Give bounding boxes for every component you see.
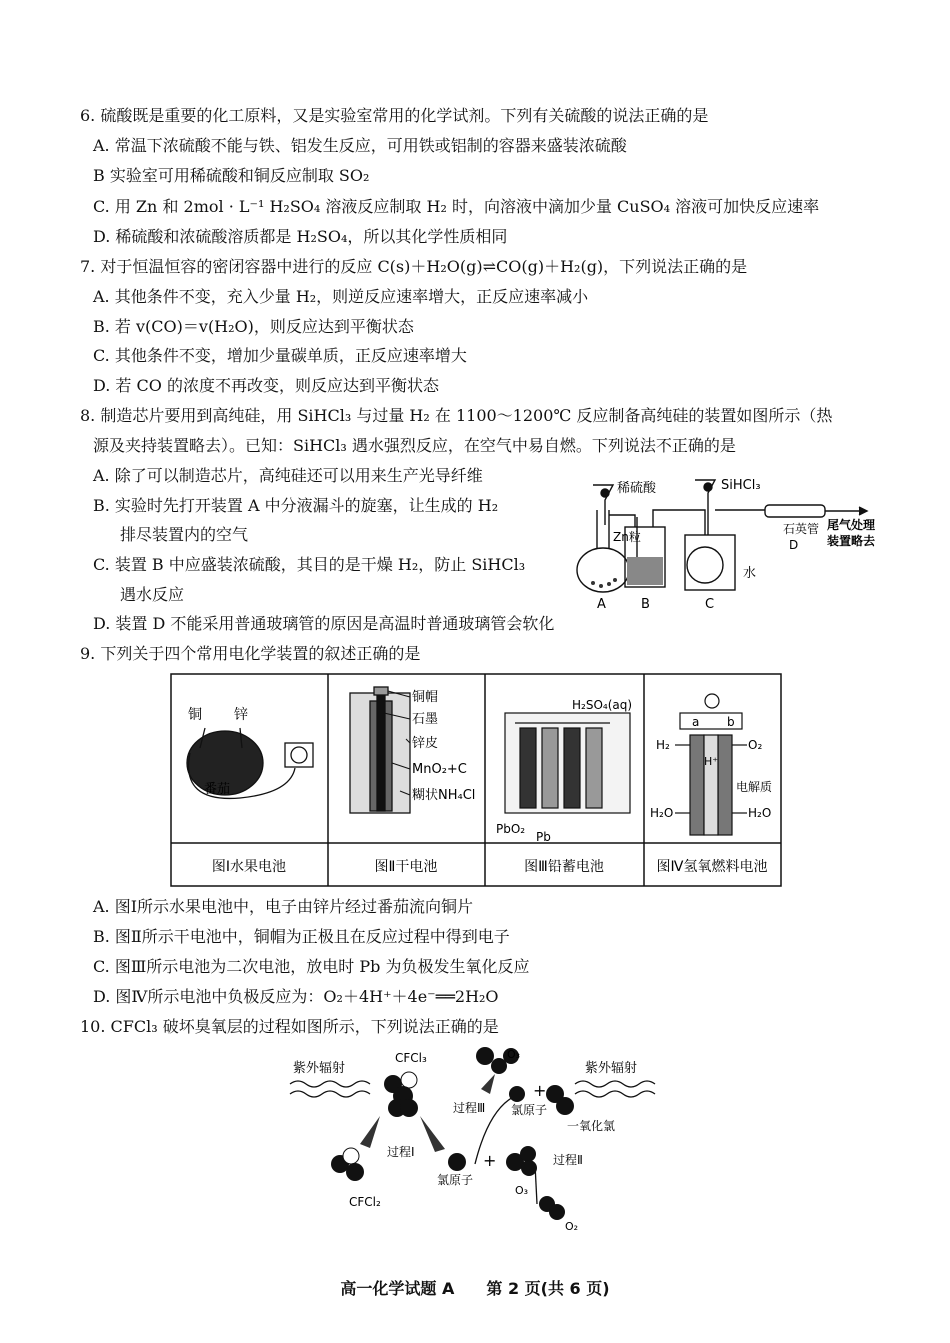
q8-option-b-line2: 排尽装置内的空气 bbox=[120, 525, 249, 544]
fig2-caption: 图Ⅱ干电池 bbox=[374, 859, 438, 875]
label-o3-mid: O₃ bbox=[515, 1184, 529, 1197]
label-process-3: 过程Ⅲ bbox=[453, 1101, 486, 1115]
fig2-label-cap: 铜帽 bbox=[412, 690, 439, 705]
fig4-label-hplus: H⁺ bbox=[704, 755, 719, 768]
label-o2: O₂ bbox=[565, 1220, 579, 1233]
fig2-label-graphite: 石墨 bbox=[412, 712, 439, 727]
fig3-label-pbo2: PbO₂ bbox=[496, 822, 526, 836]
fig1-label-tomato: 番茄 bbox=[204, 782, 231, 797]
q7-option-b: B. 若 v(CO)＝v(H₂O)，则反应达到平衡状态 bbox=[93, 317, 414, 336]
fig4-label-h2o-left: H₂O bbox=[650, 806, 674, 820]
q9-option-c: C. 图Ⅲ所示电池为二次电池，放电时 Pb 为负极发生氧化反应 bbox=[93, 957, 530, 976]
battery-figure-table bbox=[170, 673, 782, 887]
fig4-label-b: b bbox=[727, 715, 735, 729]
label-dilute-acid: 稀硫酸 bbox=[617, 481, 657, 496]
label-d: D bbox=[789, 538, 799, 552]
fig1-caption: 图Ⅰ水果电池 bbox=[211, 859, 287, 875]
q7-option-a: A. 其他条件不变，充入少量 H₂，则逆反应速率增大，正反应速率减小 bbox=[93, 287, 589, 306]
fig4-label-electrolyte: 电解质 bbox=[736, 780, 773, 794]
q9-option-d: D. 图Ⅳ所示电池中负极反应为：O₂＋4H⁺＋4e⁻══2H₂O bbox=[93, 987, 499, 1006]
label-process-2: 过程Ⅱ bbox=[553, 1153, 583, 1167]
q8-stem-line2: 源及夹持装置略去）。已知：SiHCl₃ 遇水强烈反应，在空气中易自燃。下列说法不正确的是 bbox=[93, 436, 736, 455]
label-plus-2: + bbox=[533, 1081, 547, 1100]
label-cl-atom: 氯原子 bbox=[437, 1173, 474, 1187]
fig2-label-mno2: MnO₂+C bbox=[412, 762, 467, 777]
fig3-caption: 图Ⅲ铅蓄电池 bbox=[524, 859, 604, 875]
q7-option-d: D. 若 CO 的浓度不再改变，则反应达到平衡状态 bbox=[93, 376, 439, 395]
label-sihcl3: SiHCl₃ bbox=[721, 478, 761, 493]
label-cfcl3: CFCl₃ bbox=[395, 1051, 427, 1065]
lead-acid-battery bbox=[505, 713, 630, 813]
silicon-apparatus-diagram bbox=[565, 465, 885, 613]
label-cfcl2: CFCl₂ bbox=[349, 1195, 381, 1209]
quartz-tube-d bbox=[765, 505, 825, 517]
q8-option-b-line1: B. 实验时先打开装置 A 中分液漏斗的旋塞，让生成的 H₂ bbox=[93, 496, 499, 515]
label-a: A bbox=[597, 597, 606, 612]
q8-option-a: A. 除了可以制造芯片，高纯硅还可以用来生产光导纤维 bbox=[93, 466, 483, 485]
dry-cell bbox=[350, 687, 410, 813]
q8-option-c-line2: 遇水反应 bbox=[120, 585, 185, 604]
q8-option-d: D. 装置 D 不能采用普通玻璃管的原因是高温时普通玻璃管会软化 bbox=[93, 614, 555, 633]
q7-option-c: C. 其他条件不变，增加少量碳单质，正反应速率增大 bbox=[93, 346, 467, 365]
label-o3-top: O₃ bbox=[507, 1048, 521, 1061]
q8-stem-line1: 8. 制造芯片要用到高纯硅，用 SiHCl₃ 与过量 H₂ 在 1100～1200℃ 反应制备高纯硅的装置如图所示（热 bbox=[80, 406, 833, 425]
label-zn: Zn粒 bbox=[613, 530, 641, 544]
label-cl-atom-2: 氯原子 bbox=[511, 1103, 548, 1117]
q6-option-d: D. 稀硫酸和浓硫酸溶质都是 H₂SO₄，所以其化学性质相同 bbox=[93, 227, 508, 246]
q6-option-b: B 实验室可用稀硫酸和铜反应制取 SO₂ bbox=[93, 166, 370, 185]
label-process-1: 过程Ⅰ bbox=[387, 1145, 415, 1159]
q6-option-a: A. 常温下浓硫酸不能与铁、铝发生反应，可用铁或铝制的容器来盛装浓硫酸 bbox=[93, 136, 627, 155]
fig2-label-nh4cl: 糊状NH₄Cl bbox=[412, 788, 476, 803]
label-b: B bbox=[641, 597, 650, 612]
flask-a bbox=[577, 548, 629, 592]
q6-stem: 6. 硫酸既是重要的化工原料，又是实验室常用的化学试剂。下列有关硫酸的说法正确的是 bbox=[80, 106, 709, 125]
q9-stem: 9. 下列关于四个常用电化学装置的叙述正确的是 bbox=[80, 644, 421, 663]
q9-option-a: A. 图Ⅰ所示水果电池中，电子由锌片经过番茄流向铜片 bbox=[93, 897, 474, 916]
fig4-caption: 图Ⅳ氢氧燃料电池 bbox=[656, 859, 768, 875]
label-clo: 一氧化氯 bbox=[567, 1119, 616, 1133]
fig1-label-zn: 锌 bbox=[234, 707, 248, 723]
fig4-label-a: a bbox=[692, 715, 700, 729]
q7-stem: 7. 对于恒温恒容的密闭容器中进行的反应 C(s)＋H₂O(g)⇌CO(g)＋H₂(g)，下列说法正确的是 bbox=[80, 257, 748, 276]
fig1-label-cu: 铜 bbox=[188, 707, 202, 723]
label-water: 水 bbox=[743, 566, 757, 581]
label-uv-left: 紫外辐射 bbox=[293, 1061, 346, 1076]
label-quartz: 石英管 bbox=[783, 522, 820, 536]
label-plus-1: + bbox=[483, 1151, 497, 1170]
ozone-depletion-diagram bbox=[285, 1044, 665, 1234]
fig2-label-znskin: 锌皮 bbox=[412, 736, 439, 751]
q9-option-b: B. 图Ⅱ所示干电池中，铜帽为正极且在反应过程中得到电子 bbox=[93, 927, 510, 946]
q10-stem: 10. CFCl₃ 破坏臭氧层的过程如图所示，下列说法正确的是 bbox=[80, 1017, 499, 1036]
fig4-label-h2o-right: H₂O bbox=[748, 806, 772, 820]
fig4-label-o2: O₂ bbox=[748, 738, 763, 752]
label-c: C bbox=[705, 597, 715, 612]
page-footer: 高一化学试题 A 第 2 页(共 6 页) bbox=[340, 1279, 610, 1298]
label-tail1: 尾气处理 bbox=[827, 518, 876, 532]
fig3-label-pb: Pb bbox=[536, 830, 551, 844]
label-uv-right: 紫外辐射 bbox=[585, 1061, 638, 1076]
q6-option-c: C. 用 Zn 和 2mol · L⁻¹ H₂SO₄ 溶液反应制取 H₂ 时，向溶液中滴加少量 CuSO₄ 溶液可加快反应速率 bbox=[93, 197, 820, 216]
fig4-label-h2: H₂ bbox=[656, 738, 670, 752]
fig3-label-acid: H₂SO₄(aq) bbox=[572, 698, 633, 712]
label-tail2: 装置略去 bbox=[827, 534, 876, 548]
q8-option-c-line1: C. 装置 B 中应盛装浓硫酸，其目的是干燥 H₂，防止 SiHCl₃ bbox=[93, 555, 526, 574]
